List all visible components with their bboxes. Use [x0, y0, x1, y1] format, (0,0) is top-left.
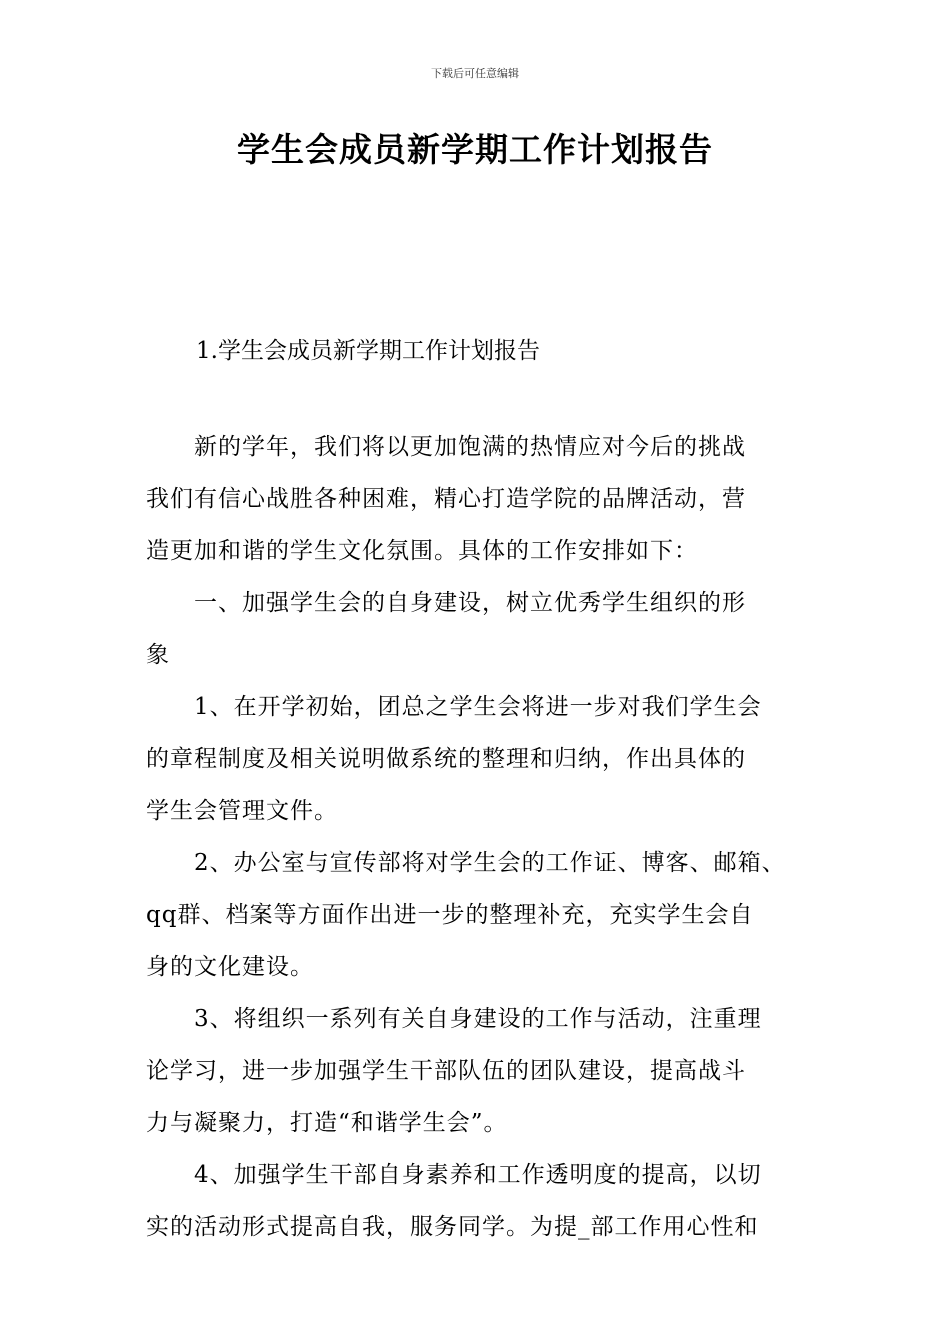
paragraph: [146, 688, 811, 844]
text-line: 力与凝聚力，打造“和谐学生会”。: [146, 1110, 508, 1136]
document-body: [146, 428, 811, 1260]
text-line: 论学习，进一步加强学生干部队伍的团队建设，提高战斗: [146, 1058, 746, 1084]
text-line: 1、在开学初始，团总之学生会将进一步对我们学生会: [146, 694, 762, 720]
paragraph: [146, 1000, 811, 1156]
text-line: 的章程制度及相关说明做系统的整理和归纳，作出具体的: [146, 746, 746, 772]
text-line: 学生会管理文件。: [146, 798, 338, 824]
paragraph: [146, 428, 811, 584]
paragraph: [146, 844, 811, 1000]
header-note: 下载后可任意编辑: [431, 67, 519, 80]
paragraph: [146, 584, 811, 688]
text-line: 4、加强学生干部自身素养和工作透明度的提高，以切: [146, 1162, 762, 1188]
text-line: 新的学年，我们将以更加饱满的热情应对今后的挑战: [146, 434, 746, 460]
text-line: 3、将组织一系列有关自身建设的工作与活动，注重理: [146, 1006, 762, 1032]
text-line: 实的活动形式提高自我，服务同学。为提_部工作用心性和: [146, 1214, 759, 1240]
paragraph: [146, 1156, 811, 1260]
text-line: 一、加强学生会的自身建设，树立优秀学生组织的形: [146, 590, 746, 616]
text-line: 我们有信心战胜各种困难，精心打造学院的品牌活动，营: [146, 486, 746, 512]
text-line: 2、办公室与宣传部将对学生会的工作证、博客、邮箱、: [146, 850, 786, 876]
text-line: 象: [146, 642, 170, 668]
text-line: 造更加和谐的学生文化氛围。具体的工作安排如下：: [146, 538, 698, 564]
text-line: qq群、档案等方面作出进一步的整理补充，充实学生会自: [146, 902, 754, 928]
section-heading: 1.学生会成员新学期工作计划报告: [196, 338, 540, 364]
document-title: 学生会成员新学期工作计划报告: [237, 130, 713, 169]
text-line: 身的文化建设。: [146, 954, 314, 980]
